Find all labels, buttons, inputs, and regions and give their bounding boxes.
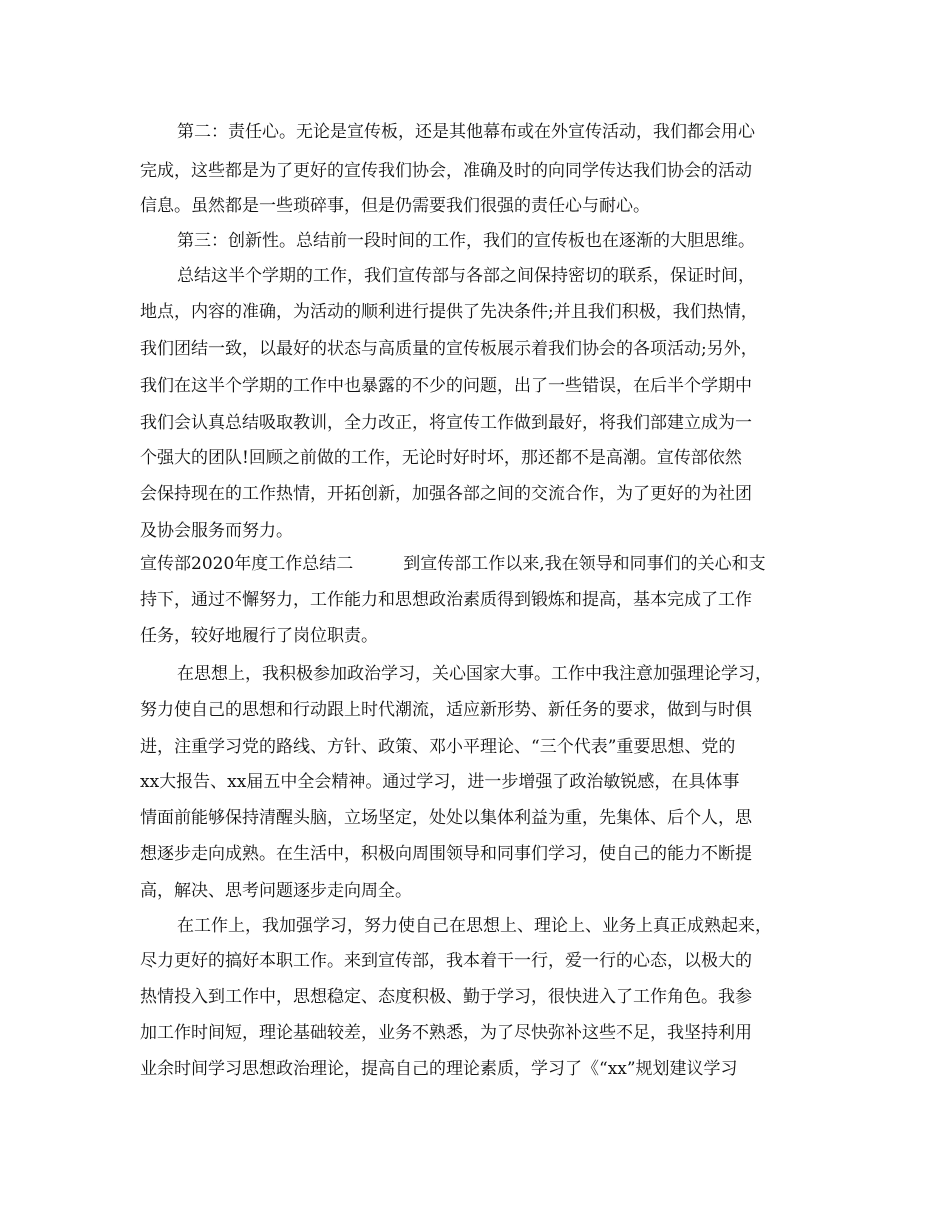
paragraph-3-line-7: 会保持现在的工作热情，开拓创新，加强各部之间的交流合作，为了更好的为社团	[140, 484, 752, 504]
paragraph-5-line-2: 努力使自己的思想和行动跟上时代潮流，适应新形势、新任务的要求，做到与时俱	[140, 700, 752, 720]
paragraph-3-line-4: 我们在这半个学期的工作中也暴露的不少的问题，出了一些错误，在后半个学期中	[140, 376, 752, 396]
paragraph-5-line-1: 在思想上，我积极参加政治学习，关心国家大事。工作中我注意加强理论学习，	[177, 664, 772, 684]
paragraph-6-line-4: 加工作时间短，理论基础较差，业务不熟悉，为了尽快弥补这些不足，我坚持利用	[140, 1023, 752, 1043]
paragraph-5-line-4: xx大报告、xx届五中全会精神。通过学习，进一步增强了政治敏锐感，在具体事	[140, 772, 740, 792]
paragraph-1-line-2: 完成，这些都是为了更好的宣传我们协会，准确及时的向同学传达我们协会的活动	[140, 161, 752, 181]
paragraph-4-line-2: 持下，通过不懈努力，工作能力和思想政治素质得到锻炼和提高，基本完成了工作	[140, 590, 752, 610]
paragraph-6-line-5: 业余时间学习思想政治理论，提高自己的理论素质，学习了《“xx”规划建议学习	[140, 1059, 738, 1079]
paragraph-6-line-2: 尽力更好的搞好本职工作。来到宣传部，我本着干一行，爱一行的心态，以极大的	[140, 951, 752, 971]
paragraph-6-line-1: 在工作上，我加强学习，努力使自己在思想上、理论上、业务上真正成熟起来，	[177, 916, 772, 936]
paragraph-5-line-6: 想逐步走向成熟。在生活中，积极向周围领导和同事们学习，使自己的能力不断提	[140, 844, 752, 864]
paragraph-3-line-6: 个强大的团队!回顾之前做的工作，无论时好时坏，那还都不是高潮。宣传部依然	[140, 448, 742, 468]
paragraph-3-line-5: 我们会认真总结吸取教训，全力改正，将宣传工作做到最好，将我们部建立成为一	[140, 413, 752, 433]
paragraph-3-line-8: 及协会服务而努力。	[140, 521, 293, 541]
paragraph-2-line-1: 第三：创新性。总结前一段时间的工作，我们的宣传板也在逐渐的大胆思维。	[177, 231, 755, 251]
paragraph-5-line-3: 进，注重学习党的路线、方针、政策、邓小平理论、“三个代表”重要思想、党的	[140, 737, 736, 757]
paragraph-4-line-1	[140, 554, 766, 574]
paragraph-3-line-1: 总结这半个学期的工作，我们宣传部与各部之间保持密切的联系，保证时间，	[177, 266, 755, 286]
paragraph-5-line-5: 情面前能够保持清醒头脑，立场坚定，处处以集体利益为重，先集体、后个人，思	[140, 808, 752, 828]
section-heading: 宣传部2020年度工作总结二	[140, 554, 354, 574]
paragraph-1-line-1: 第二：责任心。无论是宣传板，还是其他幕布或在外宣传活动，我们都会用心	[177, 122, 755, 142]
paragraph-1-line-3: 信息。虽然都是一些琐碎事，但是仍需要我们很强的责任心与耐心。	[140, 196, 650, 216]
paragraph-4-line-1-text: 到宣传部工作以来,我在领导和同事们的关心和支	[403, 554, 766, 574]
paragraph-5-line-7: 高，解决、思考问题逐步走向周全。	[140, 881, 412, 901]
paragraph-4-line-3: 任务，较好地履行了岗位职责。	[140, 626, 378, 646]
paragraph-3-line-2: 地点，内容的准确，为活动的顺利进行提供了先决条件;并且我们积极，我们热情，	[140, 302, 758, 322]
paragraph-3-line-3: 我们团结一致，以最好的状态与高质量的宣传板展示着我们协会的各项活动;另外，	[140, 339, 758, 359]
paragraph-6-line-3: 热情投入到工作中，思想稳定、态度积极、勤于学习，很快进入了工作角色。我参	[140, 987, 752, 1007]
